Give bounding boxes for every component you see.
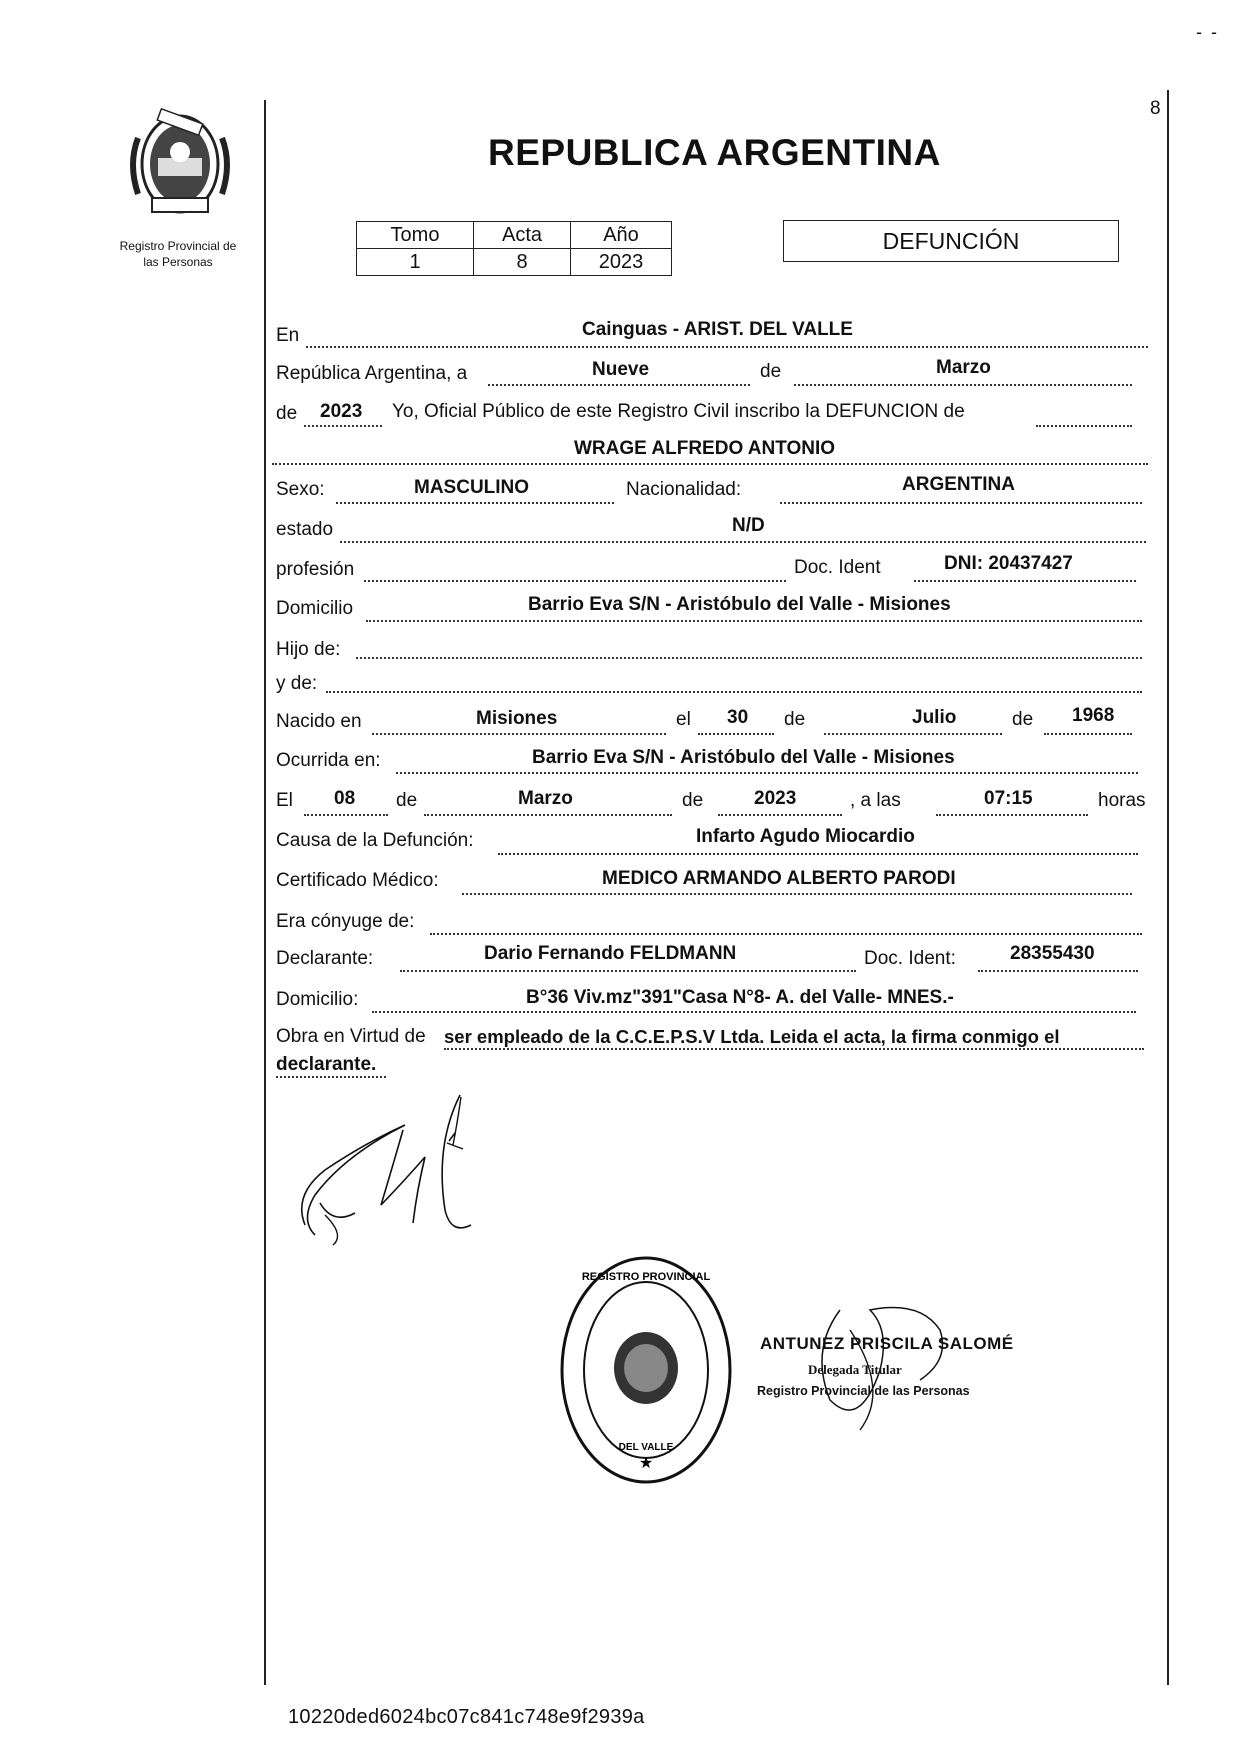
value-declarante: Dario Fernando FELDMANN [484,943,737,964]
header-anio: Año [571,222,672,249]
label-sexo: Sexo: [276,479,325,500]
value-anio: 2023 [571,249,672,276]
value-declarante-doc: 28355430 [1010,943,1095,964]
label-de-fallec: de [396,790,418,811]
label-domicilio2: Domicilio: [276,989,359,1010]
value-tomo: 1 [357,249,474,276]
value-fallec-anio: 2023 [754,788,797,809]
value-nacido-anio: 1968 [1072,705,1115,726]
registry-table [356,221,672,276]
row-sexo [272,474,1142,507]
value-nacionalidad: ARGENTINA [902,474,1015,495]
row-nombre [272,437,1142,467]
value-certificado: MEDICO ARMANDO ALBERTO PARODI [602,868,956,889]
label-domicilio: Domicilio [276,598,354,619]
label-en: En [276,325,300,346]
value-ocurrida: Barrio Eva S/N - Aristóbulo del Valle - Misiones [532,747,955,768]
value-fallec-dia: 08 [334,788,356,809]
row-declarante [272,943,1142,976]
value-fallec-mes: Marzo [518,788,573,809]
header-acta: Acta [474,222,571,249]
label-de: de [760,361,782,382]
value-sexo: MASCULINO [414,477,530,498]
label-el: el [676,709,691,730]
row-y-de [272,671,1142,701]
label-ocurrida: Ocurrida en: [276,750,381,771]
label-horas: horas [1098,790,1146,811]
label-declarante: Declarante: [276,948,374,969]
official-org: Registro Provincial de las Personas [757,1384,970,1398]
label-hijo-de: Hijo de: [276,639,341,660]
value-causa: Infarto Agudo Miocardio [696,826,915,847]
row-ocurrida [272,748,1142,778]
province-seal-logo [124,108,236,220]
row-fallecimiento [272,788,1146,819]
value-dia: Nueve [592,359,650,380]
corner-mark: - - [1196,22,1219,42]
row-conyuge [272,909,1142,939]
value-obra-line2: declarante. [276,1054,377,1075]
document-hash: 10220ded6024bc07c841c748e9f2939a [288,1706,645,1728]
value-acta: 8 [474,249,571,276]
org-line-1: Registro Provincial de [119,239,237,253]
row-obra [272,1024,1142,1084]
value-nombre: WRAGE ALFREDO ANTONIO [574,438,836,459]
row-certificado [272,868,1142,898]
row-hijo-de [272,637,1142,667]
label-doc-ident: Doc. Ident [794,557,881,578]
svg-text:REGISTRO PROVINCIAL: REGISTRO PROVINCIAL [581,1271,711,1283]
page-title: REPUBLICA ARGENTINA [488,132,941,173]
value-declarante-domicilio: B°36 Viv.mz"391"Casa N°8- A. del Valle- MNES.- [526,987,954,1008]
value-domicilio: Barrio Eva S/N - Aristóbulo del Valle - Misiones [528,594,951,615]
label-y-de: y de: [276,673,318,694]
row-domicilio-declarante [272,987,1142,1017]
svg-text:★: ★ [638,1453,654,1472]
page-number: 8 [1150,98,1161,119]
label-de-fallec-anio: de [682,790,704,811]
act-type-box: DEFUNCIÓN [783,220,1119,262]
value-nacido-lugar: Misiones [476,708,558,729]
label-de-mes: de [784,709,806,730]
label-nacido-en: Nacido en [276,711,362,732]
label-de-anio: de [276,403,298,424]
label-doc-ident2: Doc. Ident: [864,948,956,969]
right-margin-rule [1167,90,1169,1685]
value-doc: DNI: 20437427 [944,553,1073,574]
left-margin-rule [264,100,266,1685]
label-republica: República Argentina, a [276,363,468,384]
row-causa [272,826,1142,859]
row-estado [272,517,1142,547]
value-nacido-mes: Julio [912,707,957,728]
label-el-fecha: El [276,790,293,811]
row-anio [272,401,1142,431]
official-stamp [556,1250,736,1490]
row-lugar [272,319,1142,352]
label-yo: Yo, Oficial Público de este Registro Civil inscribo la DEFUNCION de [392,401,965,422]
row-profesion [272,553,1142,586]
label-obra: Obra en Virtud de [276,1026,426,1047]
value-nacido-dia: 30 [727,707,749,728]
row-fecha [272,357,1142,390]
label-profesion: profesión [276,559,355,580]
row-domicilio [272,595,1142,625]
value-mes: Marzo [936,357,991,378]
value-lugar: Cainguas - ARIST. DEL VALLE [582,319,853,340]
label-de-anio-nac: de [1012,709,1034,730]
label-causa: Causa de la Defunción: [276,830,474,851]
org-line-2: las Personas [143,255,213,269]
official-role: Delegada Titular [808,1362,902,1377]
label-nacionalidad: Nacionalidad: [626,479,742,500]
value-obra-line1: ser empleado de la C.C.E.P.S.V Ltda. Leida el acta, la firma conmigo el [444,1026,1060,1047]
declarant-signature [285,1085,525,1255]
value-estado: N/D [732,515,765,536]
label-a-las: , a las [850,790,901,811]
registry-org-name [98,238,258,270]
label-estado: estado [276,519,334,540]
label-certificado: Certificado Médico: [276,870,439,891]
header-tomo: Tomo [357,222,474,249]
svg-text:DEL VALLE: DEL VALLE [618,1442,674,1453]
row-nacimiento [272,705,1142,738]
value-hora: 07:15 [984,788,1033,809]
label-conyuge: Era cónyuge de: [276,911,415,932]
value-anio: 2023 [320,401,363,422]
official-name: ANTUNEZ PRISCILA SALOMÉ [760,1334,1014,1353]
